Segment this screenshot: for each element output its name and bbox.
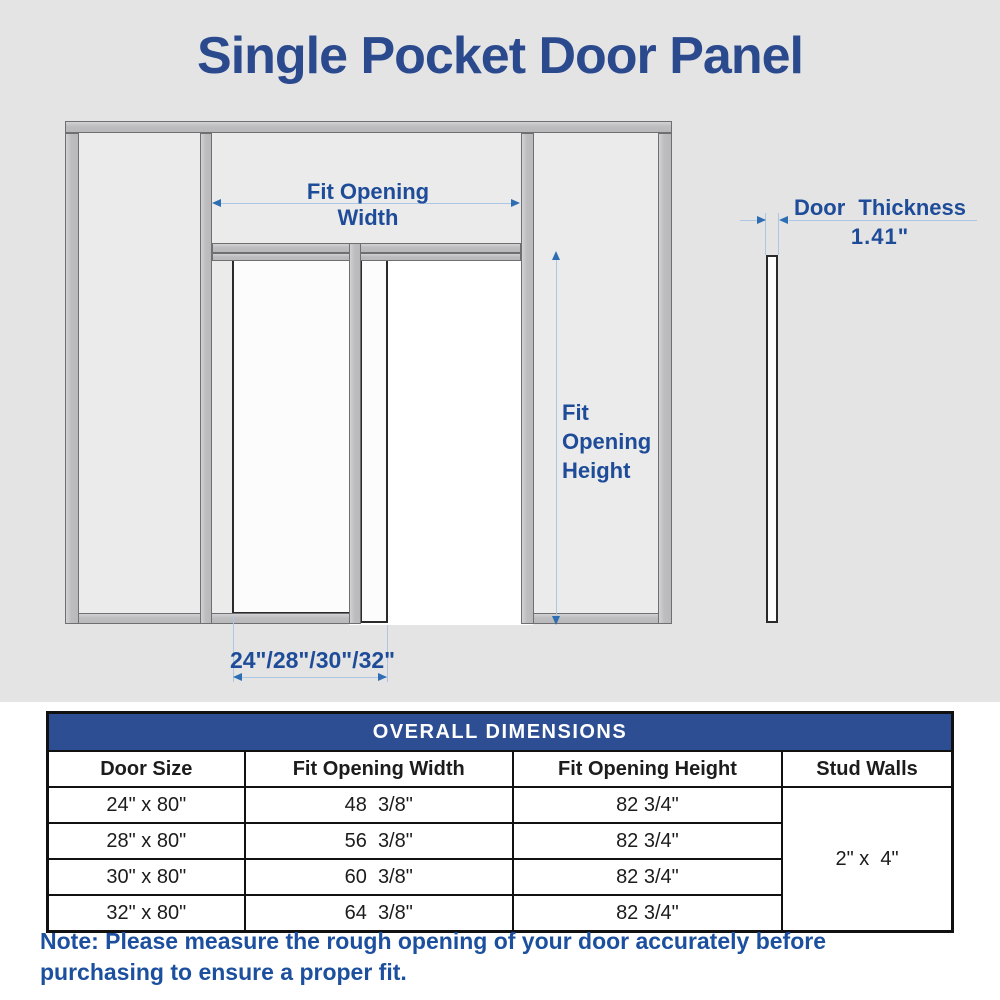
table-cell-door-size: 30" x 80"	[48, 859, 245, 895]
fit-opening-height-label	[562, 398, 682, 485]
table-banner-row	[48, 713, 953, 752]
door-leading-edge	[360, 259, 388, 623]
table-cell-fit-height: 82 3/4"	[513, 823, 782, 859]
table-cell-door-size: 28" x 80"	[48, 823, 245, 859]
table-cell-stud-walls: 2" x 4"	[782, 787, 952, 932]
arrow-right-icon	[511, 199, 520, 207]
table-banner: OVERALL DIMENSIONS	[48, 713, 953, 752]
arrow-right-icon	[378, 673, 387, 681]
door-thickness-value: 1.41"	[850, 224, 910, 249]
doorway-right-stud	[521, 133, 534, 624]
table-cell-fit-width: 60 3/8"	[245, 859, 513, 895]
column-header-fit-opening-height: Fit Opening Height	[513, 751, 782, 787]
fit-opening-height-dim-line	[556, 257, 557, 619]
door-width-options-label: 24"/28"/30"/32"	[229, 647, 396, 673]
pocket-door-panel	[232, 257, 361, 614]
table-cell-fit-height: 82 3/4"	[513, 787, 782, 823]
bottom-plate-left	[65, 613, 361, 624]
table-cell-fit-width: 56 3/8"	[245, 823, 513, 859]
column-header-door-size: Door Size	[48, 751, 245, 787]
table-cell-door-size: 32" x 80"	[48, 895, 245, 932]
fit-opening-height-label-line2: Opening	[562, 429, 652, 454]
table-cell-fit-width: 48 3/8"	[245, 787, 513, 823]
right-wall-stud	[658, 133, 672, 624]
page-title: Single Pocket Door Panel	[197, 27, 803, 85]
pocket-split-stud	[349, 243, 361, 624]
table-row	[48, 787, 953, 823]
left-wall-stud	[65, 133, 79, 624]
table-cell-fit-height: 82 3/4"	[513, 895, 782, 932]
arrow-left-icon	[212, 199, 221, 207]
door-thickness-label: Door Thickness	[793, 195, 967, 220]
top-plate	[65, 121, 672, 133]
header-rail	[212, 253, 521, 261]
arrow-right-icon	[757, 216, 766, 224]
fit-opening-height-label-line3: Height	[562, 458, 631, 483]
fit-opening-height-label-line1: Fit	[562, 400, 589, 425]
column-header-stud-walls: Stud Walls	[782, 751, 952, 787]
table-header-row	[48, 751, 953, 787]
arrow-down-icon	[552, 616, 560, 625]
arrow-left-icon	[233, 673, 242, 681]
dimensions-table	[46, 711, 954, 933]
pocket-left-stud	[200, 133, 212, 624]
column-header-fit-opening-width: Fit Opening Width	[245, 751, 513, 787]
header-beam	[212, 243, 521, 253]
table-cell-fit-height: 82 3/4"	[513, 859, 782, 895]
note-text: Note: Please measure the rough opening of your door accurately before purchasing to ensure a proper fit.	[40, 928, 826, 986]
fit-opening-width-label-line1: Fit Opening	[306, 179, 430, 204]
bottom-plate-right	[521, 613, 672, 624]
fit-opening-width-label-line2: Width	[337, 205, 399, 230]
table-cell-door-size: 24" x 80"	[48, 787, 245, 823]
arrow-up-icon	[552, 251, 560, 260]
door-side-view	[766, 255, 778, 623]
door-width-dim-line	[233, 677, 387, 678]
table-cell-fit-width: 64 3/8"	[245, 895, 513, 932]
